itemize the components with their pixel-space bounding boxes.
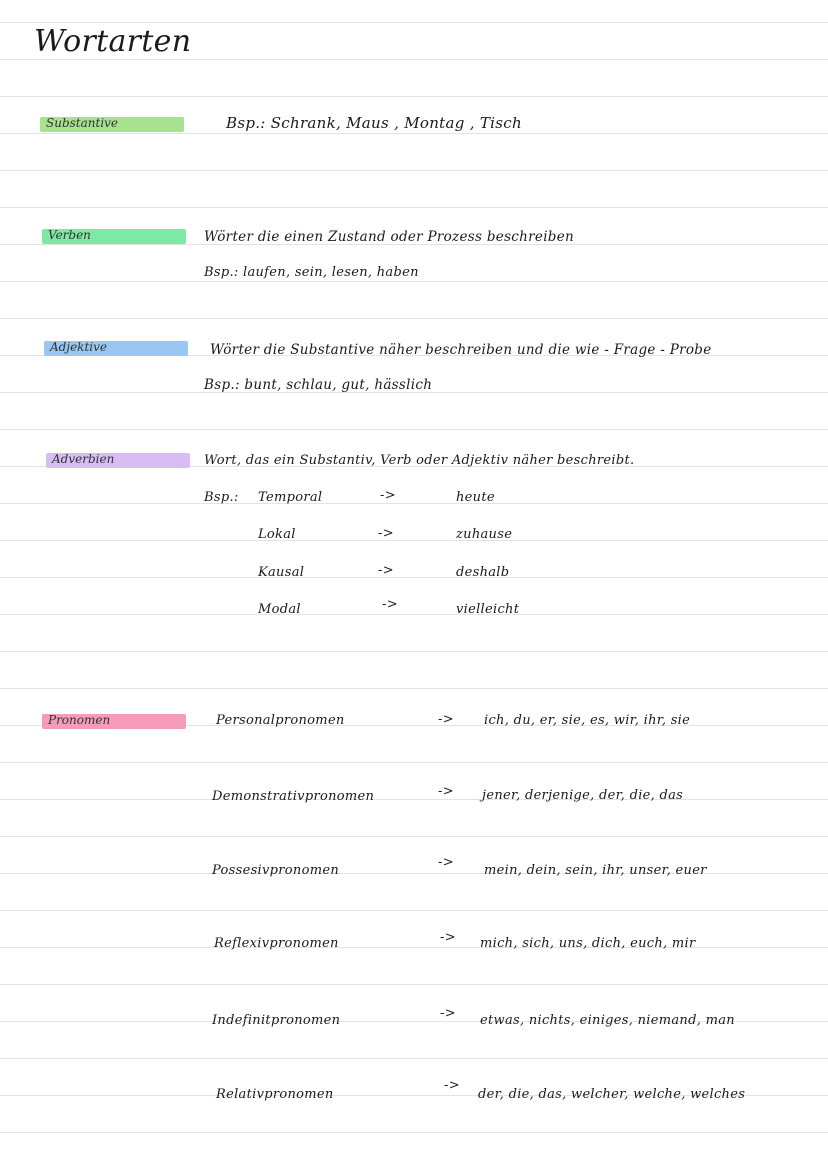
verben-definition: Wörter die einen Zustand oder Prozess beschreiben (204, 229, 575, 245)
pronomen-examples: mein, dein, sein, ihr, unser, euer (484, 863, 707, 878)
label-text: Pronomen (48, 713, 111, 727)
label-adverbien (46, 453, 190, 468)
pronomen-examples: jener, derjenige, der, die, das (482, 788, 684, 803)
adverb-example: heute (456, 490, 495, 505)
arrow: -> (380, 488, 396, 503)
pronomen-examples: der, die, das, welcher, welche, welches (478, 1087, 746, 1102)
pronomen-type: Personalpronomen (216, 713, 345, 728)
adverb-example: zuhause (456, 527, 513, 542)
page-title: Wortarten (34, 24, 192, 59)
arrow: -> (438, 712, 454, 727)
pronomen-examples: ich, du, er, sie, es, wir, ihr, sie (484, 713, 691, 728)
label-text: Verben (48, 228, 91, 242)
pronomen-type: Possesivpronomen (212, 863, 340, 878)
pronomen-type: Reflexivpronomen (214, 936, 339, 951)
pronomen-type: Relativpronomen (216, 1087, 334, 1102)
arrow: -> (444, 1078, 460, 1093)
adverb-type: Temporal (258, 490, 323, 505)
adverb-type: Kausal (258, 565, 305, 580)
arrow: -> (382, 597, 398, 612)
arrow: -> (378, 526, 394, 541)
pronomen-examples: mich, sich, uns, dich, euch, mir (480, 936, 696, 951)
label-text: Adverbien (52, 452, 115, 466)
adjektive-example: Bsp.: bunt, schlau, gut, hässlich (204, 377, 433, 393)
label-substantive (40, 117, 184, 132)
substantive-example: Bsp.: Schrank, Maus , Montag , Tisch (226, 114, 522, 132)
verben-example: Bsp.: laufen, sein, lesen, haben (204, 265, 419, 280)
arrow: -> (438, 784, 454, 799)
label-pronomen (42, 714, 186, 729)
adverb-example: deshalb (456, 565, 510, 580)
pronomen-examples: etwas, nichts, einiges, niemand, man (480, 1013, 735, 1028)
label-adjektive (44, 341, 188, 356)
adverb-type: Modal (258, 602, 301, 617)
adverbien-bsp: Bsp.: (204, 490, 239, 505)
label-verben (42, 229, 186, 244)
arrow: -> (440, 930, 456, 945)
arrow: -> (440, 1006, 456, 1021)
adverb-type: Lokal (258, 527, 296, 542)
pronomen-type: Indefinitpronomen (212, 1013, 341, 1028)
adverb-example: vielleicht (456, 602, 520, 617)
adverbien-definition: Wort, das ein Substantiv, Verb oder Adjektiv näher beschreibt. (204, 453, 635, 468)
arrow: -> (378, 563, 394, 578)
arrow: -> (438, 855, 454, 870)
label-text: Adjektive (50, 340, 107, 354)
label-text: Substantive (46, 116, 119, 130)
pronomen-type: Demonstrativpronomen (212, 789, 375, 804)
adjektive-definition: Wörter die Substantive näher beschreiben und die wie - Frage - Probe (210, 342, 712, 358)
